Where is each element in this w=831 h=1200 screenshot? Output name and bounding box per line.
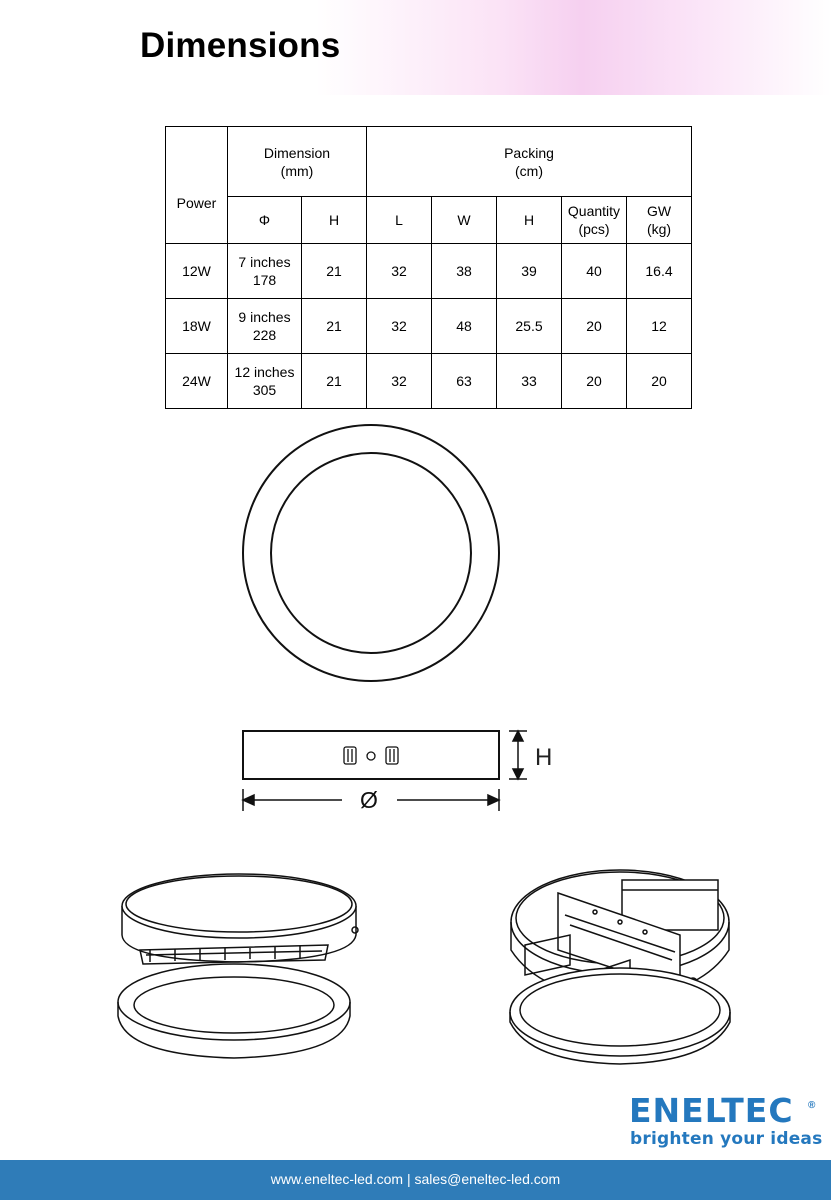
cell-l: 32 — [367, 354, 432, 409]
cell-packing-h: 39 — [497, 244, 562, 299]
cell-w: 63 — [432, 354, 497, 409]
cell-gw: 12 — [627, 299, 692, 354]
terminal-block-icon — [344, 747, 398, 764]
header-packing: Packing (cm) — [367, 127, 692, 197]
subheader-w: W — [432, 197, 497, 244]
brand-slogan: brighten your ideas — [630, 1129, 823, 1149]
cell-h: 21 — [302, 244, 367, 299]
cell-quantity: 20 — [562, 354, 627, 409]
cell-quantity: 40 — [562, 244, 627, 299]
top-view-drawing — [243, 425, 499, 681]
exploded-view-left — [118, 874, 358, 1058]
height-dimension — [509, 731, 527, 779]
cell-gw: 20 — [627, 354, 692, 409]
cell-l: 32 — [367, 244, 432, 299]
subheader-quantity: Quantity (pcs) — [562, 197, 627, 244]
cell-packing-h: 33 — [497, 354, 562, 409]
brand-logo: ENELTEC — [629, 1091, 794, 1130]
cell-h: 21 — [302, 299, 367, 354]
header-dimension: Dimension (mm) — [228, 127, 367, 197]
header-power: Power — [166, 127, 228, 244]
cell-l: 32 — [367, 299, 432, 354]
cell-h: 21 — [302, 354, 367, 409]
cell-w: 48 — [432, 299, 497, 354]
page-title: Dimensions — [140, 26, 341, 65]
cell-phi: 9 inches 228 — [228, 299, 302, 354]
height-label: H — [535, 744, 553, 771]
subheader-h: H — [302, 197, 367, 244]
registered-mark: ® — [808, 1100, 816, 1111]
footer-band — [0, 1160, 831, 1200]
cell-power: 18W — [166, 299, 228, 354]
cell-packing-h: 25.5 — [497, 299, 562, 354]
exploded-view-right — [510, 870, 730, 1064]
side-view-drawing — [243, 731, 552, 813]
cell-phi: 7 inches 178 — [228, 244, 302, 299]
subheader-l: L — [367, 197, 432, 244]
subheader-packing-h: H — [497, 197, 562, 244]
cell-power: 24W — [166, 354, 228, 409]
cell-w: 38 — [432, 244, 497, 299]
cell-gw: 16.4 — [627, 244, 692, 299]
cell-phi: 12 inches 305 — [228, 354, 302, 409]
subheader-gw: GW (kg) — [627, 197, 692, 244]
cell-power: 12W — [166, 244, 228, 299]
subheader-phi: Φ — [228, 197, 302, 244]
diameter-label: Ø — [360, 787, 378, 813]
footer-contact: www.eneltec-led.com | sales@eneltec-led.com — [270, 1171, 561, 1187]
cell-quantity: 20 — [562, 299, 627, 354]
